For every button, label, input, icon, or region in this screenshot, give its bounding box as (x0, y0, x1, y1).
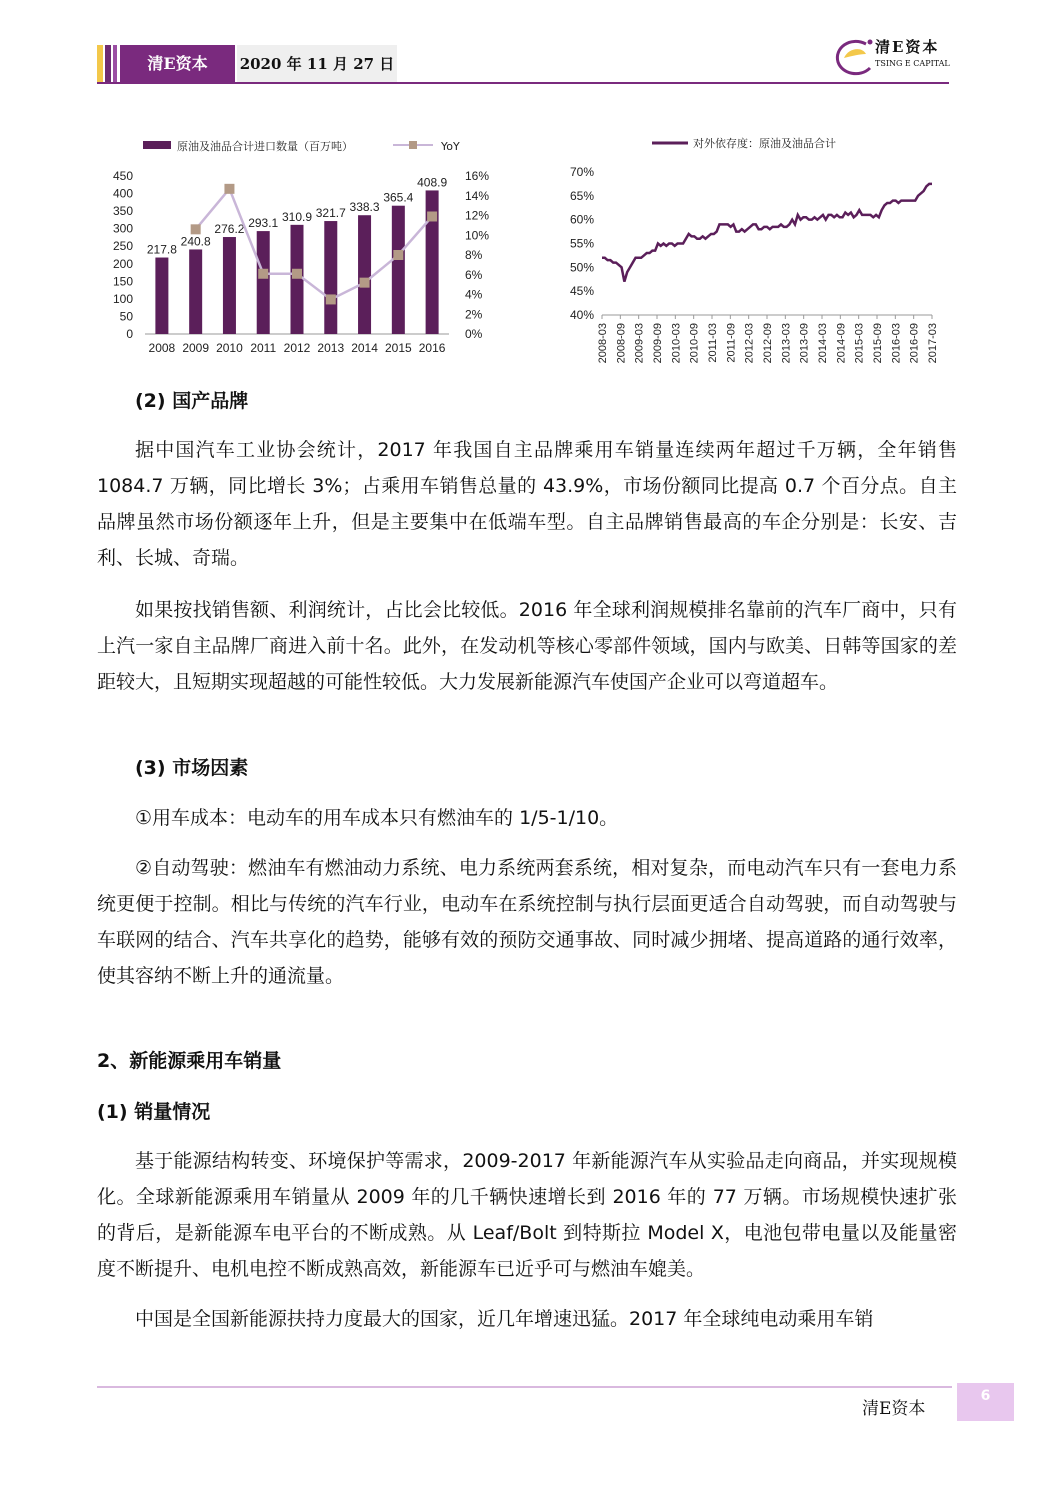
bar-value-label: 240.8 (180, 234, 211, 249)
yoy-point (191, 224, 201, 234)
y-tick-label: 50% (569, 260, 594, 275)
y-right-tick-label: 4% (465, 287, 483, 302)
import-volume-chart (97, 128, 497, 368)
bar (392, 206, 405, 334)
y-right-tick-label: 14% (465, 188, 490, 203)
x-tick-label: 2011-09 (725, 323, 738, 363)
y-left-tick-label: 250 (112, 239, 133, 254)
y-tick-label: 60% (569, 212, 594, 227)
paragraph-sales-1: 基于能源结构转变、环境保护等需求，2009-2017 年新能源汽车从实验品走向商品，并实现规模化。全球新能源乘用车销量从 2009 年的几千辆快速增长到 2016 年的 77 万辆。市场规模快速扩张的背后，是新能源车电平台的不断成熟。从 Leaf/Bolt 到特斯拉 Model X，电池包带电量以及能量密度不断提升、电机电控不断成熟高效，新能源车已近乎可与燃油车媲美。 (97, 1150, 957, 1280)
yoy-point (393, 250, 403, 260)
bar-value-label: 276.2 (214, 222, 245, 237)
x-tick-label: 2008-03 (597, 323, 609, 364)
paragraph-domestic-2: 如果按找销售额、利润统计，占比会比较低。2016 年全球利润规模排名靠前的汽车厂商中，只有上汽一家自主品牌厂商进入前十名。此外，在发动机等核心零部件领域，国内与欧美、日韩等国家的差距较大，且短期实现超越的可能性较低。大力发展新能源汽车使国产企业可以弯道超车。 (97, 599, 957, 693)
yoy-point (292, 269, 302, 279)
x-tick-label: 2016-03 (890, 323, 903, 364)
y-tick-label: 70% (569, 165, 594, 179)
yoy-point (326, 294, 336, 304)
x-tick-label: 2008 (148, 341, 176, 355)
x-tick-label: 2009-09 (652, 323, 664, 364)
yoy-point (360, 278, 370, 288)
y-right-tick-label: 0% (465, 327, 483, 341)
x-tick-label: 2013-09 (798, 323, 811, 364)
dependency-line (602, 184, 932, 282)
y-left-tick-label: 400 (112, 186, 133, 201)
y-left-tick-label: 50 (119, 309, 133, 324)
header-accent-violet (113, 45, 117, 83)
bar-value-label: 217.8 (146, 242, 177, 257)
x-tick-label: 2011-03 (707, 323, 719, 363)
paragraph-domestic-1: 据中国汽车工业协会统计，2017 年我国自主品牌乘用车销量连续两年超过千万辆，全年销售 1084.7 万辆，同比增长 3%；占乘用车销售总量的 43.9%，市场份额同比提高 0.7 个百分点。自主品牌虽然市场份额逐年上升，但是主要集中在低端车型。自主品牌销售最高的车企分别是：长安、吉利、长城、奇瑞。 (97, 439, 957, 569)
legend-line-marker (409, 141, 417, 149)
y-right-tick-label: 6% (465, 267, 483, 282)
y-right-tick-label: 2% (465, 307, 483, 322)
y-right-tick-label: 10% (465, 228, 490, 243)
x-tick-label: 2010-03 (670, 323, 683, 364)
paragraph-sales-2: 中国是全国新能源扶持力度最大的国家，近几年增速迅猛。2017 年全球纯电动乘用车销 (135, 1308, 874, 1330)
header-company: 清E资本 (120, 45, 235, 83)
x-tick-label: 2012-03 (743, 323, 756, 364)
x-tick-label: 2015-03 (853, 323, 866, 364)
logo-text-en: TSING E CAPITAL (875, 59, 950, 68)
y-left-tick-label: 100 (112, 291, 133, 306)
y-tick-label: 55% (569, 236, 594, 251)
x-tick-label: 2010 (216, 341, 243, 355)
bar-value-label: 338.3 (349, 200, 380, 215)
y-right-tick-label: 8% (465, 248, 483, 262)
yoy-point (258, 269, 268, 279)
bar (291, 225, 304, 334)
bar-value-label: 365.4 (383, 190, 414, 205)
x-tick-label: 2011 (250, 341, 277, 355)
legend-bar-label: 原油及油品合计进口数量（百万吨） (177, 140, 353, 153)
heading-market-factors: (3) 市场因素 (135, 757, 249, 779)
yoy-point (224, 184, 234, 194)
x-tick-label: 2013 (317, 341, 345, 355)
bar (324, 221, 337, 334)
x-tick-label: 2016-09 (908, 323, 921, 364)
yoy-point (427, 211, 437, 221)
x-tick-label: 2016 (418, 341, 446, 355)
y-right-tick-label: 12% (465, 208, 490, 223)
dependency-chart (560, 128, 950, 378)
bar-value-label: 408.9 (417, 175, 448, 190)
y-tick-label: 45% (569, 284, 594, 299)
legend-line-label: YoY (441, 140, 460, 153)
paragraph-autodrive: ②自动驾驶：燃油车有燃油动力系统、电力系统两套系统，相对复杂，而电动汽车只有一套电力系统更便于控制。相比与传统的汽车行业，电动车在系统控制与执行层面更适合自动驾驶，而自动驾驶与车联网的结合、汽车共享化的趋势，能够有效的预防交通事故、同时减少拥堵、提高道路的通行效率，使其容纳不断上升的通流量。 (97, 857, 957, 987)
logo-text-cn: 清E资本 (875, 38, 940, 56)
bar (257, 231, 270, 334)
footer-rule (97, 1386, 952, 1388)
x-tick-label: 2012 (283, 341, 311, 355)
page-number: 6 (957, 1383, 1014, 1421)
legend-label: 对外依存度：原油及油品合计 (693, 137, 836, 150)
bar-value-label: 321.7 (315, 206, 346, 221)
legend-bar-swatch (143, 141, 171, 149)
x-tick-label: 2009 (182, 341, 210, 355)
bar (189, 249, 202, 334)
y-tick-label: 65% (569, 188, 594, 203)
bar (358, 215, 371, 334)
y-left-tick-label: 200 (112, 256, 133, 271)
footer-company: 清E资本 (862, 1399, 926, 1419)
heading-domestic-brands: (2) 国产品牌 (135, 390, 249, 412)
y-left-tick-label: 150 (112, 274, 133, 289)
bar (155, 258, 168, 334)
header-rule (97, 82, 949, 84)
y-left-tick-label: 350 (112, 204, 133, 219)
bar (223, 237, 236, 334)
header-date: 2020 年 11 月 27 日 (237, 45, 397, 83)
x-tick-label: 2015 (384, 341, 412, 355)
y-left-tick-label: 450 (112, 169, 133, 183)
header-accent-purple (105, 45, 111, 83)
heading-sales: (1) 销量情况 (97, 1101, 211, 1123)
x-tick-label: 2008-09 (615, 323, 628, 364)
x-tick-label: 2010-09 (688, 323, 701, 364)
x-tick-label: 2013-03 (780, 323, 793, 364)
y-tick-label: 40% (569, 308, 594, 322)
bar-value-label: 310.9 (281, 209, 313, 224)
x-tick-label: 2014 (351, 341, 378, 355)
heading-section-2: 2、新能源乘用车销量 (97, 1050, 282, 1072)
y-left-tick-label: 300 (112, 221, 133, 236)
x-tick-label: 2014-03 (817, 323, 829, 364)
bar-value-label: 293.1 (248, 216, 279, 231)
x-tick-label: 2012-09 (762, 323, 774, 364)
header-accent-yellow (97, 45, 103, 83)
x-tick-label: 2014-09 (835, 323, 848, 364)
x-tick-label: 2015-09 (872, 323, 884, 364)
y-left-tick-label: 0 (126, 327, 133, 341)
paragraph-cost: ①用车成本：电动车的用车成本只有燃油车的 1/5-1/10。 (135, 807, 619, 829)
x-tick-label: 2017-03 (927, 323, 939, 364)
y-right-tick-label: 16% (465, 169, 490, 183)
x-tick-label: 2009-03 (633, 323, 646, 364)
